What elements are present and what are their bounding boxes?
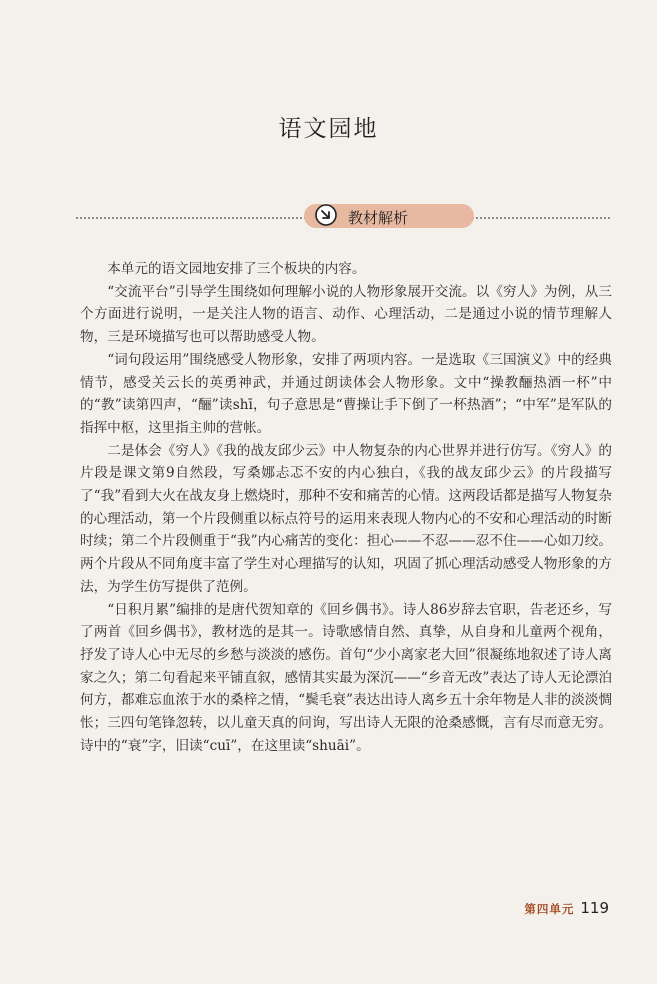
unit-label: 第四单元 <box>524 902 575 916</box>
paragraph: 二是体会《穷人》《我的战友邱少云》中人物复杂的内心世界并进行仿写。《穷人》的片段是课文第9自然段，写桑娜忐忑不安的内心独白，《我的战友邱少云》的片段描写了“我”看到大火在战友身上燃烧时，那种不安和痛苦的心情。这两段话都是描写人物复杂的心理活动，第一个片段侧重以标点符号的运用来表现人物内心的不安和心理活动的时断时续；第二个片段侧重于“我”内心痛苦的变化：担心——不忍——忍不住——心如刀绞。两个片段从不同角度丰富了学生对心理描写的认知，巩固了抓心理活动感受人物形象的方法，为学生仿写提供了范例。 <box>80 442 612 595</box>
section-label: 教材解析 <box>348 209 409 227</box>
section-badge <box>304 204 474 228</box>
page-footer <box>524 898 609 917</box>
paragraph: 本单元的语文园地安排了三个板块的内容。 <box>107 261 366 277</box>
arrow-down-right-icon <box>314 203 338 227</box>
page-number: 119 <box>580 899 609 917</box>
paragraph: “交流平台”引导学生围绕如何理解小说的人物形象展开交流。以《穷人》为例，从三个方面进行说明，一是关注人物的语言、动作、心理活动，二是通过小说的情节理解人物，三是环境描写也可以帮助感受人物。 <box>80 283 612 346</box>
page-title: 语文园地 <box>278 116 379 142</box>
body-text <box>80 258 612 757</box>
paragraph: “词句段运用”围绕感受人物形象，安排了两项内容。一是选取《三国演义》中的经典情节，感受关云长的英勇神武，并通过朗读体会人物形象。文中“操教酾热酒一杯”中的“教”读第四声，“酾”读shī，句子意思是“曹操让手下倒了一杯热酒”；“中军”是军队的指挥中枢，这里指主帅的营帐。 <box>80 351 612 436</box>
section-header <box>76 204 610 230</box>
paragraph: “日积月累”编排的是唐代贺知章的《回乡偶书》。诗人86岁辞去官职，告老还乡，写了两首《回乡偶书》，教材选的是其一。诗歌感情自然、真挚，从自身和儿童两个视角，抒发了诗人心中无尽的乡愁与淡淡的感伤。首句“少小离家老大回”很凝练地叙述了诗人离家之久；第二句看起来平铺直叙，感情其实最为深沉——“乡音无改”表达了诗人无论漂泊何方，都难忘血浓于水的桑梓之情，“鬓毛衰”表达出诗人离乡五十余年物是人非的淡淡惆怅；三四句笔锋忽转，以儿童天真的问询，写出诗人无限的沧桑感慨，言有尽而意无穷。诗中的“衰”字，旧读“cuī”，在这里读“shuāi”。 <box>80 601 612 754</box>
